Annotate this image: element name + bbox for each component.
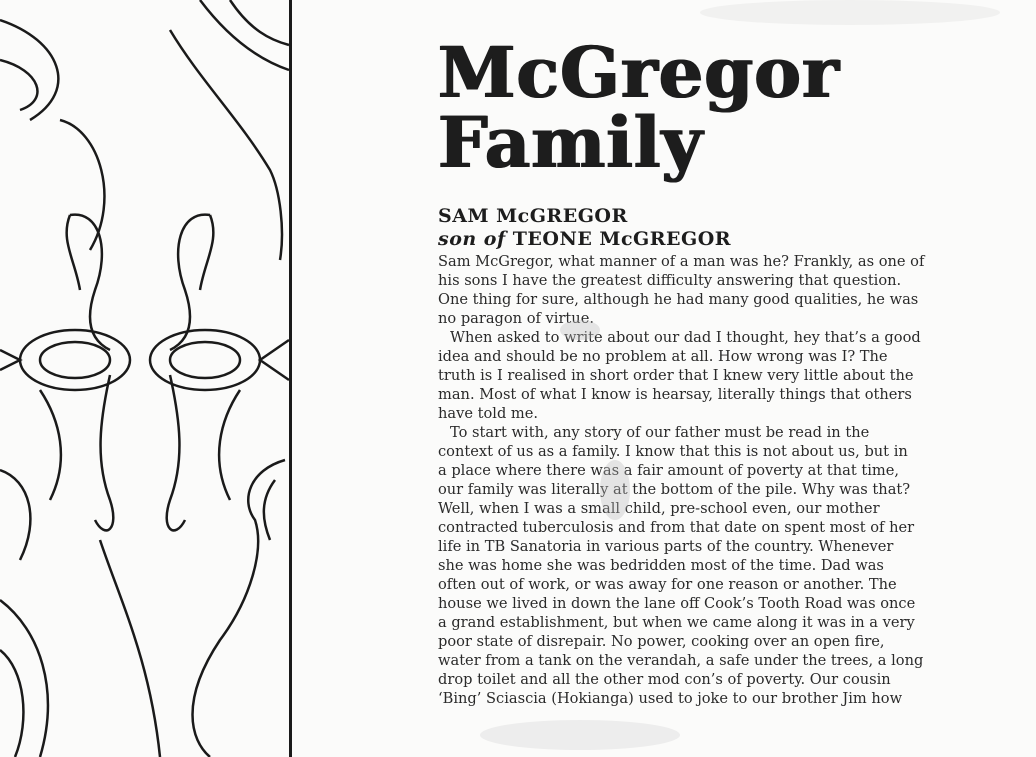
body-text-line: his sons I have the greatest difficulty answering that question. [438, 272, 902, 289]
subheading-name: SAM McGREGOR [438, 205, 628, 227]
body-text-line: water from a tank on the verandah, a safe under the trees, a long [438, 652, 924, 669]
body-text-line: Well, when I was a small child, pre-school even, our mother [438, 500, 880, 517]
body-text-line: a place where there was a fair amount of poverty at that time, [438, 462, 899, 479]
page-divider-line [289, 0, 292, 757]
body-text-line: have told me. [438, 405, 539, 422]
title-line-1: McGregor [438, 31, 840, 114]
article-body [438, 252, 925, 708]
body-text-line: house we lived in down the lane off Cook’s Tooth Road was once [438, 595, 916, 612]
subheading-father: TEONE McGREGOR [512, 228, 732, 250]
body-text-line: idea and should be no problem at all. How wrong was I? The [438, 348, 888, 365]
subheading-lineage [438, 228, 731, 250]
page-title [438, 31, 840, 184]
body-text-line: she was home she was bedridden most of the time. Dad was [438, 557, 884, 574]
body-text-line: no paragon of virtue. [438, 310, 594, 327]
body-text-line: man. Most of what I know is hearsay, literally things that others [438, 386, 912, 403]
body-text-line: life in TB Sanatoria in various parts of the country. Whenever [438, 538, 894, 555]
title-line-2: Family [438, 101, 704, 184]
body-text-line: poor state of disrepair. No power, cooking over an open fire, [438, 633, 885, 650]
maori-kowhaiwhai-ornament [0, 0, 292, 757]
body-text-line: context of us as a family. I know that this is not about us, but in [438, 443, 908, 460]
body-text-line: ‘Bing’ Sciascia (Hokianga) used to joke to our brother Jim how [438, 690, 903, 707]
subheading-prefix: son of [438, 228, 506, 250]
body-text-line: One thing for sure, although he had many good qualities, he was [438, 291, 919, 308]
body-text-line: a grand establishment, but when we came along it was in a very [438, 614, 915, 631]
body-text-line: truth is I realised in short order that I knew very little about the [438, 367, 914, 384]
body-text-line: our family was literally at the bottom of the pile. Why was that? [438, 481, 911, 498]
body-text-line: often out of work, or was away for one reason or another. The [438, 576, 897, 593]
body-text-line: drop toilet and all the other mod con’s of poverty. Our cousin [438, 671, 891, 688]
body-text-line: When asked to write about our dad I thought, hey that’s a good [450, 329, 921, 346]
body-text-line: Sam McGregor, what manner of a man was he? Frankly, as one of [438, 253, 925, 270]
body-text-line: To start with, any story of our father must be read in the [450, 424, 870, 441]
body-text-line: contracted tuberculosis and from that date on spent most of her [438, 519, 915, 536]
